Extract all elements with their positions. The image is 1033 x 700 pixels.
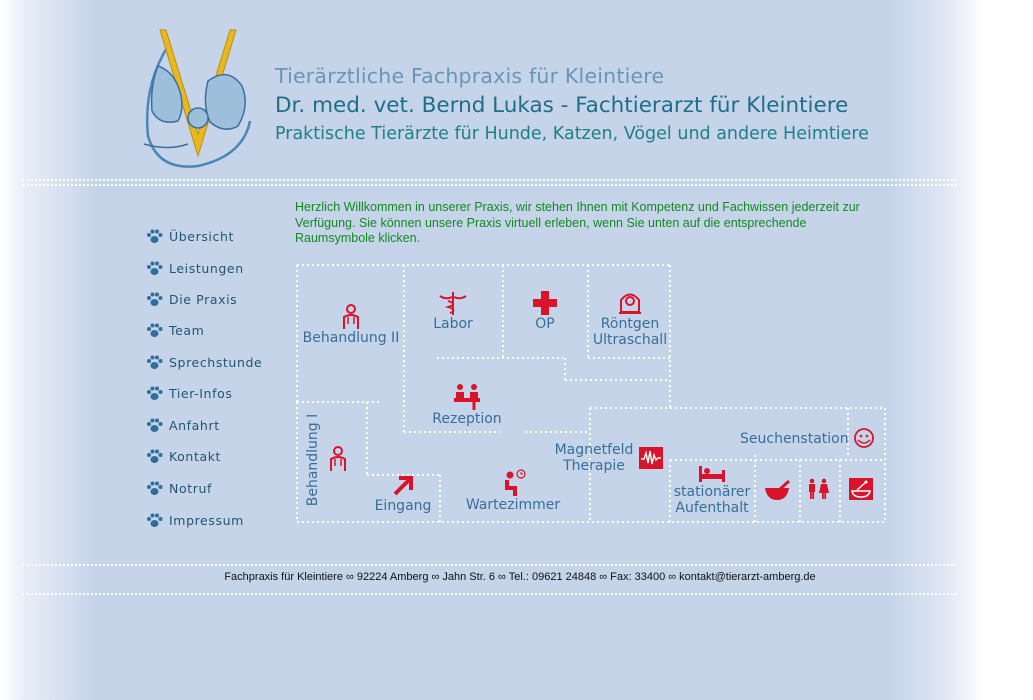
room-label-aufenthalt: Aufenthalt	[675, 500, 749, 516]
doctor-icon	[341, 304, 361, 330]
header-divider-top	[22, 179, 957, 181]
paw-icon	[146, 260, 163, 277]
arrow-up-right-icon	[391, 474, 415, 498]
paw-icon	[146, 480, 163, 497]
paw-icon	[146, 322, 163, 339]
room-labor[interactable]	[418, 290, 488, 332]
nav-item-anfahrt[interactable]	[146, 415, 220, 435]
reception-icon	[452, 383, 482, 411]
room-wartezimmer[interactable]	[460, 469, 566, 513]
room-label: Seuchenstation	[740, 431, 849, 447]
nav-label: Team	[169, 322, 205, 338]
nav-item-die-praxis[interactable]	[146, 289, 237, 309]
room-label-stationaerer: stationärer	[673, 484, 751, 500]
room-roentgen-ultraschall[interactable]	[590, 288, 670, 348]
hospital-bed-icon	[697, 462, 727, 484]
room-label-ultraschall: Ultraschall	[592, 332, 668, 348]
paw-icon	[146, 228, 163, 245]
room-label: Eingang	[374, 498, 432, 514]
header-tagline: Praktische Tierärzte für Hunde, Katzen, Vögel und andere Heimtiere	[275, 124, 869, 144]
nav-label: Notruf	[169, 480, 212, 496]
nav-item-sprechstunde[interactable]	[146, 352, 262, 372]
room-rezeption[interactable]	[428, 383, 506, 427]
paw-icon	[146, 354, 163, 371]
nav-label: Tier-Infos	[169, 385, 233, 401]
header-doctor-name: Dr. med. vet. Bernd Lukas - Fachtierarzt für Kleintiere	[275, 93, 849, 118]
caduceus-icon	[438, 290, 468, 316]
xray-scanner-icon	[617, 288, 643, 316]
nav-label: Sprechstunde	[169, 354, 263, 370]
nav-item-notruf[interactable]	[146, 478, 212, 498]
footer-contact: Fachpraxis für Kleintiere ∞ 92224 Amberg ∞ Jahn Str. 6 ∞ Tel.: 09621 24848 ∞ Fax: 33400 ∞ kontakt@tierarzt-amberg.de	[224, 571, 816, 583]
paw-icon	[146, 512, 163, 529]
nav-item-uebersicht[interactable]	[146, 226, 234, 246]
nav-item-team[interactable]	[146, 320, 204, 340]
room-label: OP	[535, 316, 555, 332]
nav-label: Die Praxis	[169, 291, 238, 307]
footer-divider-top	[22, 564, 957, 566]
room-label-therapie: Therapie	[563, 458, 625, 474]
room-label-magnetfeld: Magnetfeld	[554, 442, 634, 458]
waiting-person-icon	[499, 469, 527, 497]
room-label: Behandlung I	[305, 413, 321, 507]
room-bath[interactable]	[848, 478, 874, 502]
waveform-icon	[639, 447, 663, 469]
restroom-icon	[805, 478, 831, 500]
practice-logo[interactable]	[138, 26, 260, 176]
room-stationaerer-aufenthalt[interactable]	[672, 462, 752, 516]
red-cross-icon	[532, 290, 558, 316]
room-label: Labor	[433, 316, 473, 332]
room-label: Behandlung II	[302, 330, 400, 346]
room-magnetfeld-therapie[interactable]	[550, 442, 668, 474]
nav-label: Übersicht	[169, 228, 234, 244]
mortar-pestle-icon	[763, 480, 791, 502]
room-restrooms[interactable]	[805, 478, 831, 502]
paw-icon	[146, 385, 163, 402]
nav-item-impressum[interactable]	[146, 510, 244, 530]
nav-label: Impressum	[169, 512, 244, 528]
footer-divider-bottom	[22, 593, 957, 595]
header-divider-bottom	[22, 184, 957, 186]
room-seuchenstation[interactable]	[740, 426, 880, 447]
room-pharmacy[interactable]	[762, 480, 792, 504]
paw-icon	[146, 448, 163, 465]
welcome-text: Herzlich Willkommen in unserer Praxis, wir stehen Ihnen mit Kompetenz und Fachwissen jederzeit zur Verfügung. Sie können unsere Praxis virtuell erleben, wenn Sie unten auf die entsprechende Raumsymbole klicken.	[295, 200, 860, 245]
nav-label: Kontakt	[169, 448, 222, 464]
nav-item-leistungen[interactable]	[146, 258, 244, 278]
room-label: Wartezimmer	[465, 497, 561, 513]
room-label-roentgen: Röntgen	[600, 316, 660, 332]
room-behandlung-1[interactable]	[298, 410, 354, 515]
quarantine-icon	[853, 426, 875, 450]
bathtub-icon	[849, 478, 873, 500]
nav-label: Anfahrt	[169, 417, 220, 433]
doctor-icon	[328, 446, 348, 472]
header-title: Tierärztliche Fachpraxis für Kleintiere	[275, 64, 665, 88]
room-op[interactable]	[520, 290, 570, 332]
room-eingang[interactable]	[368, 474, 438, 514]
nav-item-tier-infos[interactable]	[146, 383, 232, 403]
nav-item-kontakt[interactable]	[146, 446, 221, 466]
paw-icon	[146, 417, 163, 434]
room-behandlung-2[interactable]	[300, 304, 402, 346]
paw-icon	[146, 291, 163, 308]
nav-label: Leistungen	[169, 260, 244, 276]
room-label: Rezeption	[432, 411, 502, 427]
